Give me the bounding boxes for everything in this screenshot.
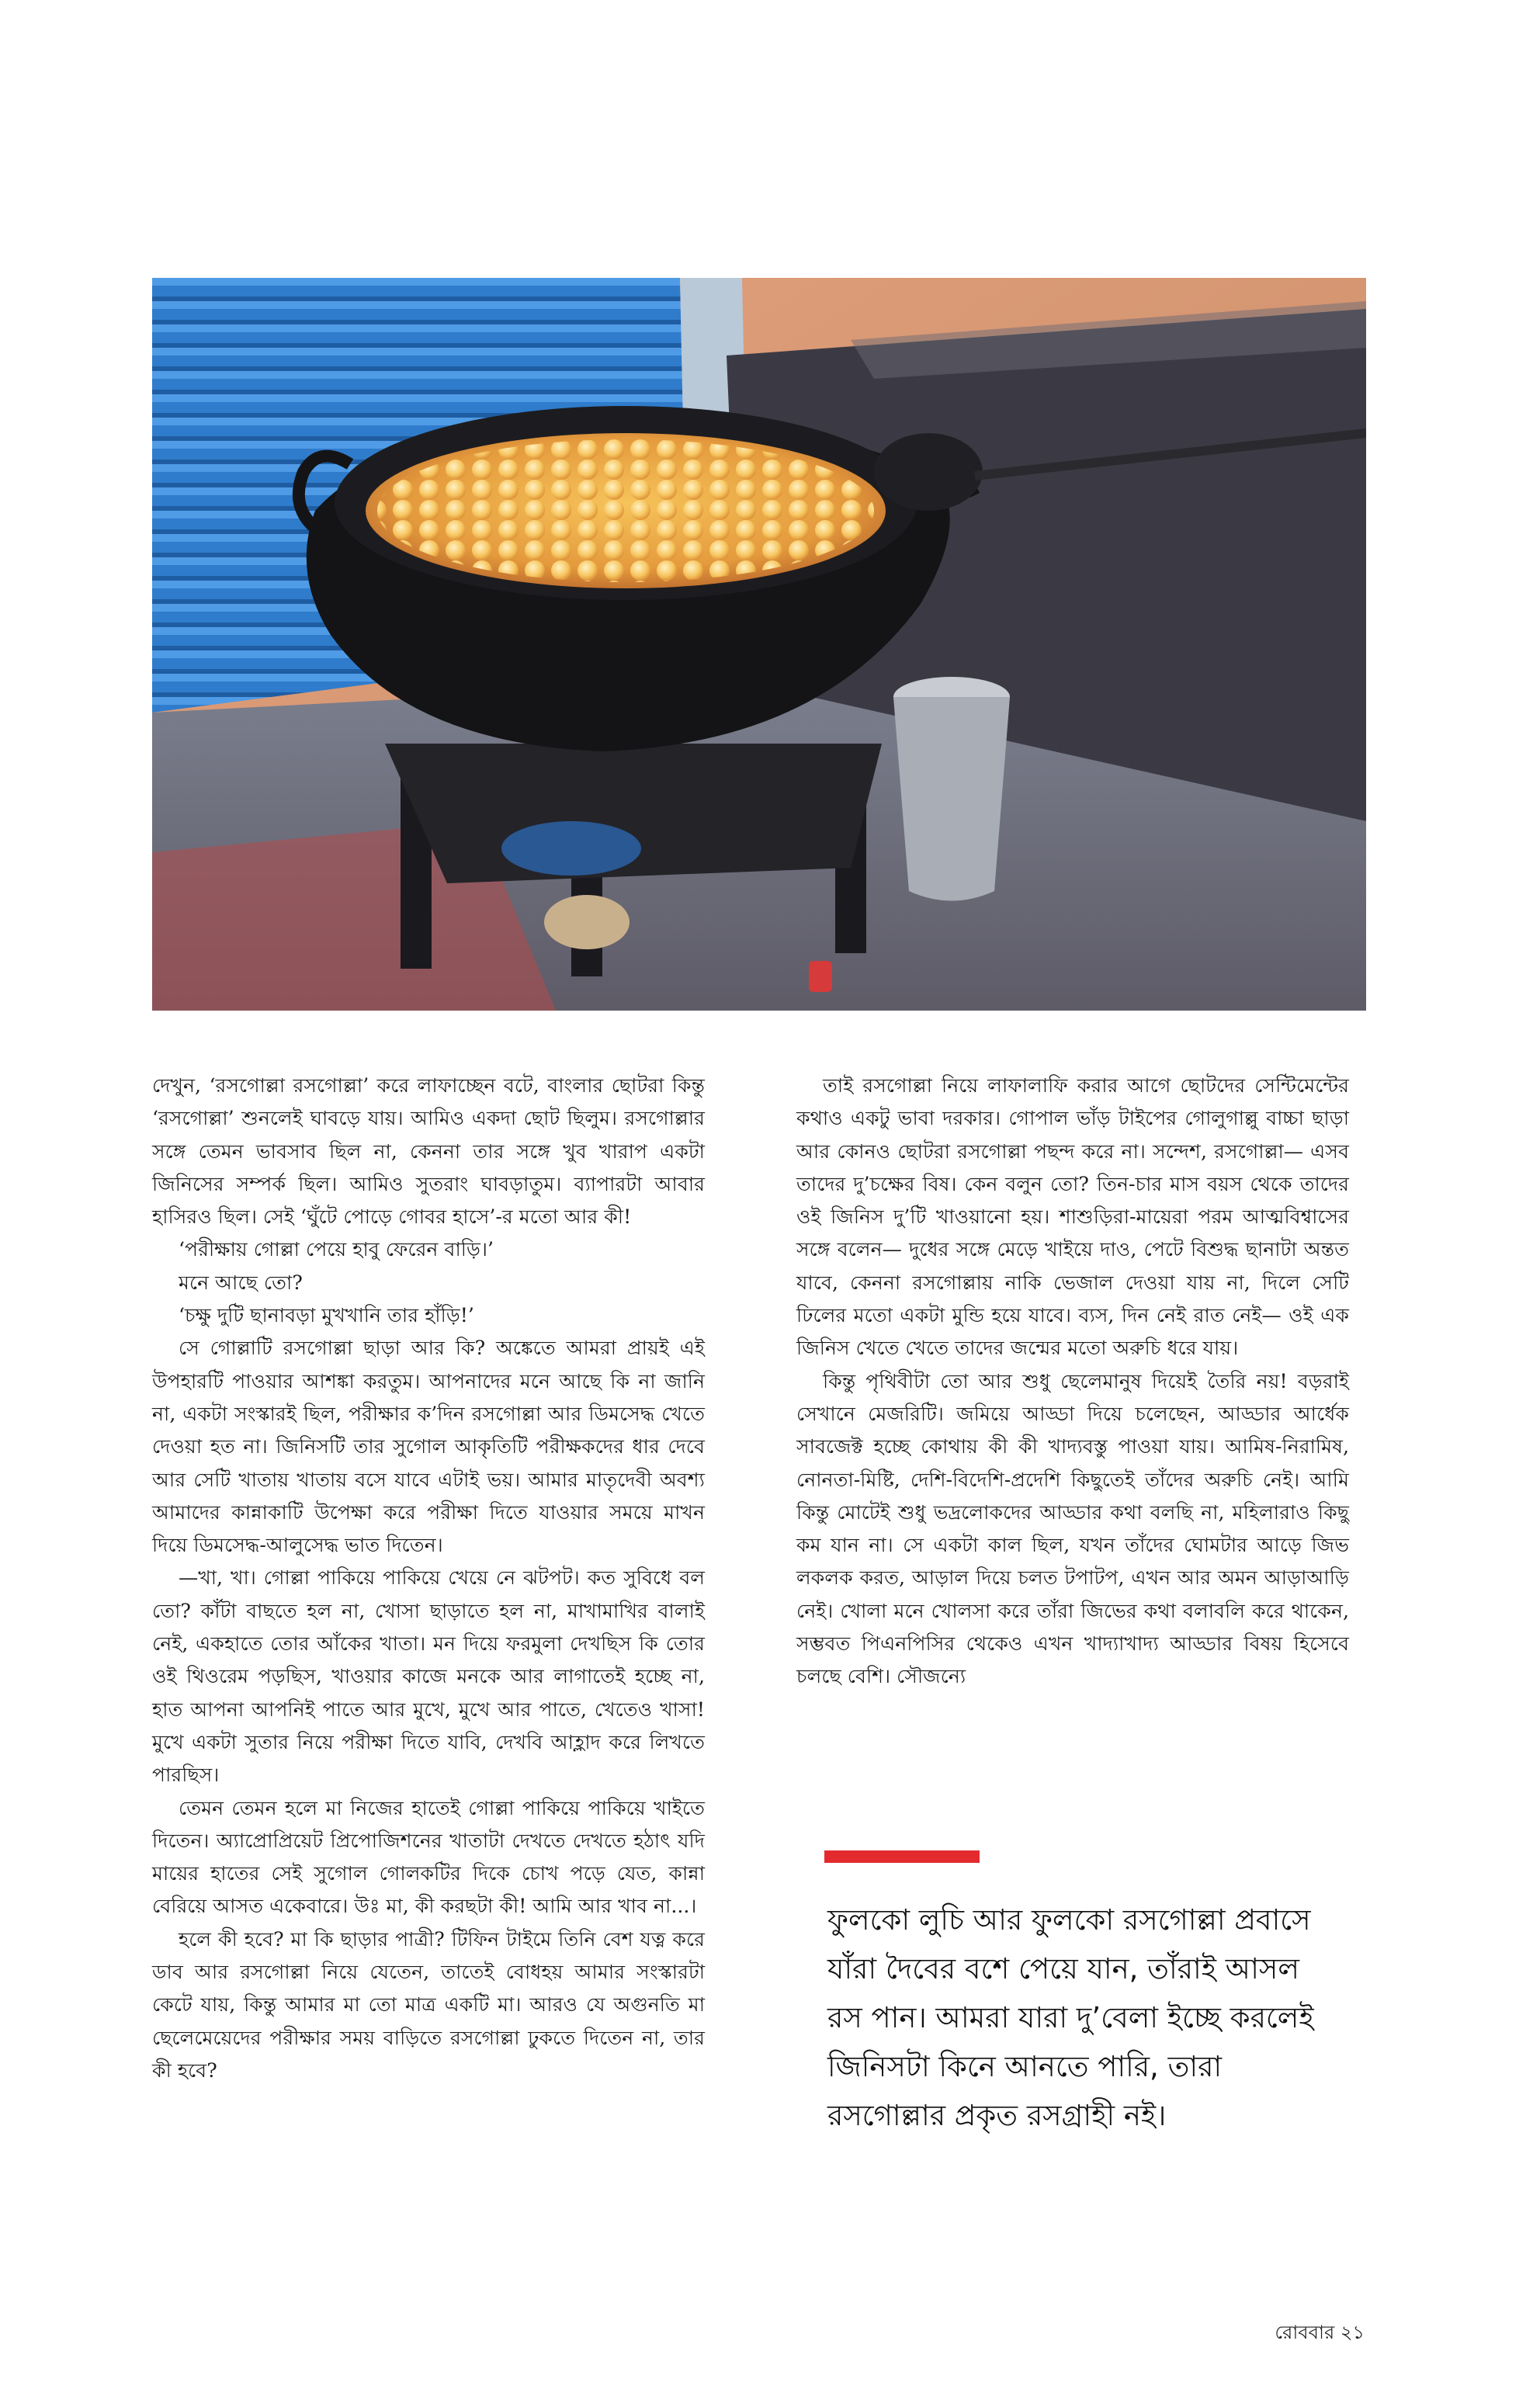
- paragraph: মনে আছে তো?: [179, 1271, 303, 1294]
- pull-quote: ফুলকো লুচি আর ফুলকো রসগোল্লা প্রবাসে যাঁরা দৈবের বশে পেয়ে যান, তাঁরাই আসল রস পান। আমরা যারা দু’বেলা ইচ্ছে করলেই জিনিসটা কিনে আনতে পারি, তারা রসগোল্লার প্রকৃত রসগ্রাহী নই।: [827, 1903, 1314, 2132]
- paragraph: দেখুন, ‘রসগোল্লা রসগোল্লা’ করে লাফাচ্ছেন বটে, বাংলার ছোটরা কিন্তু ‘রসগোল্লা’ শুনলেই ঘাবড়ে যায়। আমিও একদা ছোট ছিলুম। রসগোল্লার সঙ্গে তেমন ভাবসাব ছিল না, কেননা তার সঙ্গে খুব খারাপ একটা জিনিসের সম্পর্ক ছিল। আমিও সুতরাং ঘাবড়াতুম। ব্যাপারটা আবার হাসিরও ছিল। সেই ‘ঘুঁটে পোড়ে গোবর হাসে’-র মতো আর কী!: [152, 1074, 705, 1229]
- article-column-left: [152, 1070, 705, 2087]
- paragraph: কিন্তু পৃথিবীটা তো আর শুধু ছেলেমানুষ দিয়েই তৈরি নয়! বড়রাই সেখানে মেজরিটি। জমিয়ে আড্ডা দিয়ে চলেছেন, আড্ডার আর্ধেক সাবজেক্ট হচ্ছে কোথায় কী কী খাদ্যবস্তু পাওয়া যায়। আমিষ-নিরামিষ, নোনতা-মিষ্টি, দেশি-বিদেশি-প্রদেশি কিছুতেই তাঁদের অরুচি নেই। আমি কিন্তু মোটেই শুধু ভদ্রলোকদের আড্ডার কথা বলছি না, মহিলারাও কিছু কম যান না। সে একটা কাল ছিল, যখন তাঁদের ঘোমটার আড়ে জিভ লকলক করত, আড়াল দিয়ে চলত টপাটপ, এখন আর অমন আড়াআড়ি নেই। খোলা মনে খোলসা করে তাঁরা জিভের কথা বলাবলি করে থাকেন, সম্ভবত পিএনপিসির থেকেও এখন খাদ্যাখাদ্য আড্ডার বিষয় হিসেবে চলছে বেশি। সৌজন্যে: [796, 1369, 1349, 1688]
- wok-of-rasgulla-photo: [152, 278, 1366, 1011]
- article-column-right: [796, 1070, 1349, 1694]
- paragraph: তেমন তেমন হলে মা নিজের হাতেই গোল্লা পাকিয়ে পাকিয়ে খাইতে দিতেন। অ্যাপ্রোপ্রিয়েট প্রিপোজিশনের খাতাটা দেখতে দেখতে হঠাৎ যদি মায়ের হাতের সেই সুগোল গোলকটির দিকে চোখ পড়ে যেত, কান্না বেরিয়ে আসত একেবারে। উঃ মা, কী করছটা কী! আমি আর খাব না...।: [152, 1796, 705, 1918]
- paragraph: ‘পরীক্ষায় গোল্লা পেয়ে হাবু ফেরেন বাড়ি।’: [179, 1238, 494, 1261]
- paragraph: —খা, খা। গোল্লা পাকিয়ে পাকিয়ে খেয়ে নে ঝটপট। কত সুবিধে বল তো? কাঁটা বাছতে হল না, খোসা ছাড়াতে হল না, মাখামাখির বালাই নেই, একহাতে তোর আঁকের খাতা। মন দিয়ে ফরমুলা দেখছিস কি তোর ওই থিওরেম পড়ছিস, খাওয়ার কাজে মনকে আর লাগাতেই হচ্ছে না, হাত আপনা আপনিই পাতে আর মুখে, মুখে আর পাতে, খেতেও খাসা! মুখে একটা সুতার নিয়ে পরীক্ষা দিতে যাবি, দেখবি আহ্লাদ করে লিখতে পারছিস।: [152, 1566, 705, 1787]
- article-photo: [152, 278, 1366, 1011]
- page-folio: রোববার ২১: [1275, 2322, 1365, 2343]
- paragraph: সে গোল্লাটি রসগোল্লা ছাড়া আর কি? অঙ্কেতে আমরা প্রায়ই এই উপহারটি পাওয়ার আশঙ্কা করতুম। আপনাদের মনে আছে কি না জানি না, একটা সংস্কারই ছিল, পরীক্ষার ক’দিন রসগোল্লা আর ডিমসেদ্ধ খেতে দেওয়া হত না। জিনিসটি তার সুগোল আকৃতিটি পরীক্ষকদের ধার দেবে আর সেটি খাতায় খাতায় বসে যাবে এটাই ভয়। আমার মাতৃদেবী অবশ্য আমাদের কান্নাকাটি উপেক্ষা করে পরীক্ষা দিতে যাওয়ার সময়ে মাখন দিয়ে ডিমসেদ্ধ-আলুসেদ্ধ ভাত দিতেন।: [152, 1337, 705, 1557]
- paragraph: হলে কী হবে? মা কি ছাড়ার পাত্রী? টিফিন টাইমে তিনি বেশ যত্ন করে ডাব আর রসগোল্লা নিয়ে যেতেন, তাতেই বোধহয় আমার সংস্কারটা কেটে যায়, কিন্তু আমার মা তো মাত্র একটি মা। আরও যে অগুনতি মা ছেলেমেয়েদের পরীক্ষার সময় বাড়িতে রসগোল্লা ঢুকতে দিতেন না, তার কী হবে?: [152, 1927, 705, 2082]
- pull-quote-accent-bar: [824, 1850, 980, 1863]
- paragraph: তাই রসগোল্লা নিয়ে লাফালাফি করার আগে ছোটদের সেন্টিমেন্টের কথাও একটু ভাবা দরকার। গোপাল ভাঁড় টাইপের গোলুগাল্লু বাচ্চা ছাড়া আর কোনও ছোটরা রসগোল্লা পছন্দ করে না। সন্দেশ, রসগোল্লা— এসব তাদের দু’চক্ষের বিষ। কেন বলুন তো? তিন-চার মাস বয়স থেকে তাদের ওই জিনিস দু’টি খাওয়ানো হয়। শাশুড়িরা-মায়েরা পরম আত্মবিশ্বাসের সঙ্গে বলেন— দুধের সঙ্গে মেড়ে খাইয়ে দাও, পেটে বিশুদ্ধ ছানাটা অন্তত যাবে, কেননা রসগোল্লায় নাকি ভেজাল দেওয়া যায় না, দিলে সেটি ঢিলের মতো একটা মুন্ডি হয়ে যাবে। ব্যস, দিন নেই রাত নেই— ওই এক জিনিস খেতে খেতে তাদের জন্মের মতো অরুচি ধরে যায়।: [796, 1074, 1349, 1360]
- paragraph: ‘চক্ষু দুটি ছানাবড়া মুখখানি তার হাঁড়ি!’: [179, 1304, 474, 1327]
